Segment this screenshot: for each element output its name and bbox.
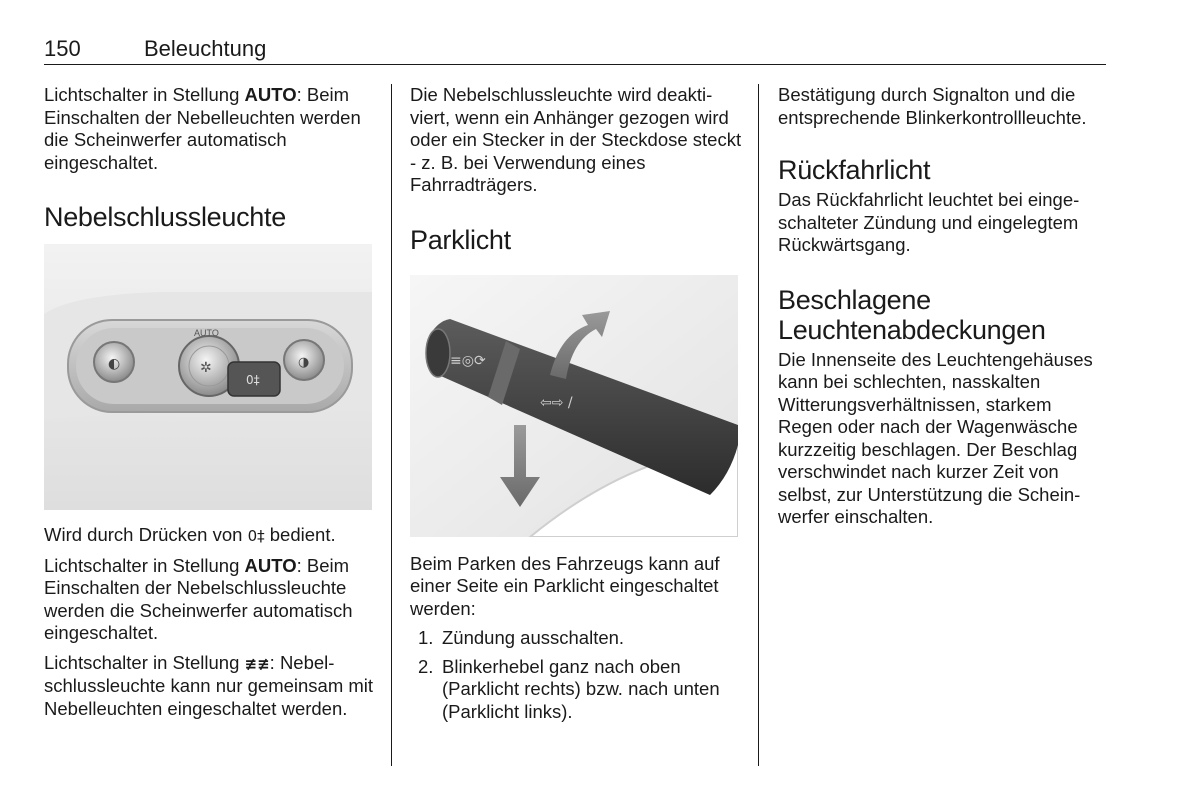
fog-light-icon: 0‡ (247, 527, 265, 545)
column-divider (758, 84, 759, 766)
column-2 (410, 84, 745, 729)
section-heading: Parklicht (410, 224, 511, 255)
paragraph: Bestätigung durch Signalton und die entsprechende Blinkerkontrollleuchte. (778, 84, 1087, 128)
svg-text:◐: ◐ (108, 356, 121, 372)
svg-text:◑: ◑ (298, 355, 310, 370)
paragraph: Die Nebelschlussleuchte wird deaktiviert, wenn ein Anhänger gezogen wird oder ein Stecker in der Steckdose steckt - z. B. bei Verwendung eines Fahrradträgers. (410, 84, 742, 195)
column-3 (778, 84, 1108, 536)
svg-text:✲: ✲ (200, 360, 212, 376)
light-switch-figure (44, 244, 372, 510)
page-title: Beleuchtung (144, 36, 267, 61)
steps-list (410, 627, 745, 723)
page-number: 150 (44, 36, 81, 61)
column-divider (391, 84, 392, 766)
svg-text:≡◎⟳: ≡◎⟳ (450, 352, 486, 369)
section-heading: Beschlagene Leuchtenabdeckungen (778, 284, 1046, 345)
paragraph: Die Innenseite des Leuchtengehäuses kann bei schlechten, nasskalten Witterungsverhältnissen, starkem Regen oder nach der Wagenwäsche kurzzeitig beschlagen. Der Beschlag verschwindet nach kurzer Zeit von selbst, zur Unterstützung die Scheinwerfer einschalten. (778, 348, 1093, 527)
list-item: 1. Zündung ausschalten. (418, 627, 625, 648)
svg-text:0‡: 0‡ (246, 373, 260, 387)
section-heading: Rückfahrlicht (778, 155, 931, 185)
list-item: 2. Blinkerhebel ganz nach oben (Parklicht rechts) bzw. nach unten (Parklicht links). (418, 655, 720, 722)
paragraph: Lichtschalter in Stellung ≢≢: Nebelschlussleuchte kann nur gemeinsam mit Nebelleuchten eingeschaltet werden. (44, 651, 374, 719)
section-heading: Nebelschlussleuchte (44, 202, 286, 232)
paragraph: Lichtschalter in Stellung AUTO: Beim Einschalten der Nebelschlussleuchte werden die Scheinwerfer automatisch eingeschaltet. (44, 554, 353, 643)
paragraph: Beim Parken des Fahrzeugs kann auf einer Seite ein Parklicht eingeschaltet werden: (410, 552, 720, 619)
page-header (44, 36, 1106, 65)
fog-lights-icon: ≢≢ (244, 654, 270, 673)
svg-text:⇦⇨ /: ⇦⇨ / (540, 394, 573, 411)
column-1 (44, 84, 379, 727)
paragraph: Wird durch Drücken von 0‡ bedient. (44, 524, 336, 545)
auto-label: AUTO (194, 328, 219, 338)
paragraph: Lichtschalter in Stellung AUTO: Beim Einschalten der Nebelleuchten werden die Scheinwerfer automatisch eingeschaltet. (44, 84, 361, 173)
turn-signal-lever-figure (410, 275, 738, 537)
paragraph: Das Rückfahrlicht leuchtet bei eingeschalteter Zündung und eingelegtem Rückwärtsgang. (778, 189, 1080, 255)
